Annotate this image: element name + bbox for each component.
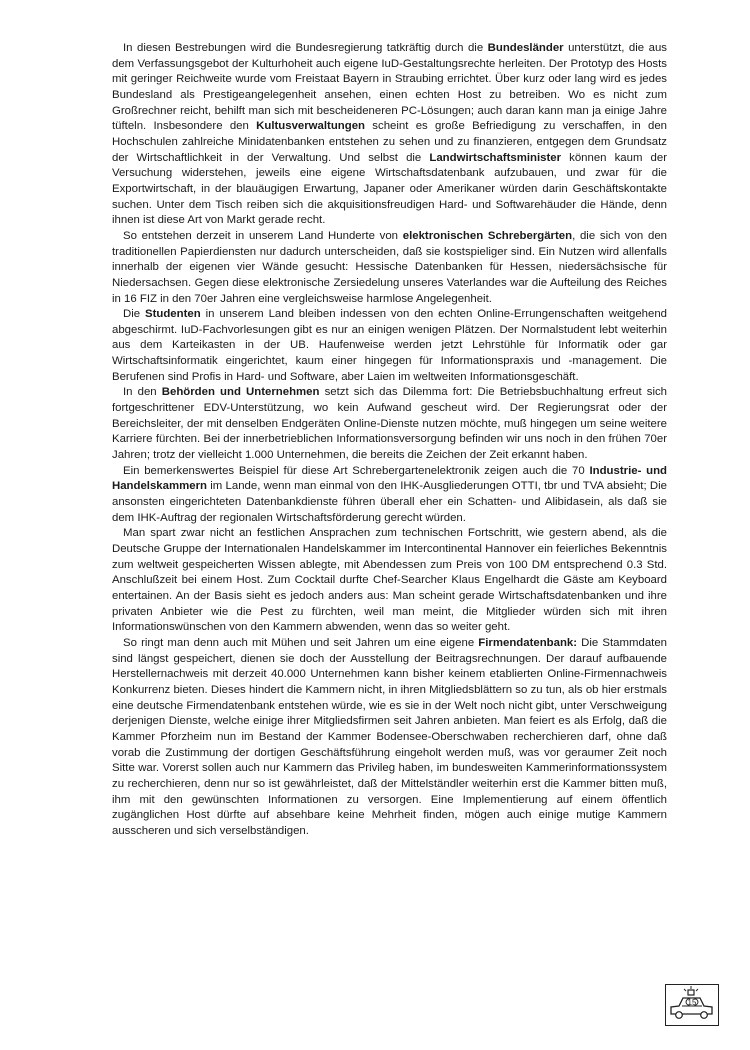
text-run: So ringt man denn auch mit Mühen und seit Jahren um eine eigene xyxy=(123,636,479,649)
police-car-logo xyxy=(665,984,719,1026)
bold-term: Kultusverwaltungen xyxy=(256,120,365,133)
text-run: Man spart zwar nicht an festlichen Ansprachen zum technischen Fortschritt, wie gestern abend, als die Deutsche Gruppe der Internationalen Handelskammer im Intercontinental Hannover ein feierliches Bekenntnis zum weltweit gespeicherten Wissen ablegte, mit Abendessen zum Preis von 100 DM entsprechend 0.3 Std. Anschlußzeit bei einem Host. Zum Cocktail durfte Chef-Searcher Klaus Engelhardt die Gäste am Keyboard entertainen. An der Basis sieht es jedoch anders aus: Man scheint gerade Wirtschaftsdatenbanken und ihre privaten Anbieter wie die Pest zu fürchten, weil man meint, die Mitglieder würden sich mit ihren Informationswünschen von den Kammern abwenden, wenn das so weiter geht. xyxy=(112,527,667,634)
bold-term: elektronischen Schrebergärten xyxy=(402,229,573,242)
article-body xyxy=(112,41,667,839)
text-run: So entstehen derzeit in unserem Land Hunderte von xyxy=(123,229,403,242)
text-run: im Lande, wenn man einmal von den IHK-Ausgliederungen OTTI, tbr und TVA absieht; Die ansonsten eingerichteten Datenbankdienste führen überall eher ein Schatten- und Alibidasein, als daß sie dem IHK-Auftrag der regionalen Wirtschaftsförderung gerecht würden. xyxy=(112,480,667,524)
bold-term: Landwirtschaftsminister xyxy=(429,151,562,164)
paragraph xyxy=(112,41,667,229)
bold-term: Studenten xyxy=(145,308,201,321)
bold-term: Industrie- und Handelskammern xyxy=(112,464,667,493)
text-run: Ein bemerkenswertes Beispiel für diese Art Schrebergartenelektronik zeigen auch die 70 xyxy=(123,464,590,477)
text-run: in unserem Land bleiben indessen von den echten Online-Errungenschaften weitgehend abgeschirmt. IuD-Fachvorlesungen gibt es nur an einigen wenigen Plätzen. Der Normalstudent lebt weiterhin aus dem Karteikasten in der UB. Haufenweise werden jetzt Lehrstühle für Informatik oder gar Wirtschaftsinformatik eingerichtet, kaum einer hingegen für Informationspraxis und -management. Die Berufenen sind Profis in Hard- und Software, aber Laien im weltweiten Informationsgeschäft. xyxy=(112,308,667,383)
text-run: , die sich von den traditionellen Papierdiensten nur dadurch unterscheiden, daß sie kostspieliger sind. Ein Nutzen wird allenfalls innerhalb der eigenen vier Wände gesucht: Hessische Datenbanken für Hessen, niedersächsische für Niedersachsen. Gegen diese elektronische Zersiedelung unseres Vaterlandes war die Aufteilung des Reiches in 16 FIZ in den 70er Jahren eine vergleichsweise harmlose Angelegenheit. xyxy=(112,229,667,305)
bold-term: Bundesländer xyxy=(487,42,564,54)
text-run: setzt sich das Dilemma fort: Die Betriebsbuchhaltung erfreut sich fortgeschrittener EDV-Unterstützung, wo kein Aufwand gescheut wird. Der Regierungsrat oder der Bereichsleiter, der mit denselben Endgeräten Online-Dienste nutzen möchte, muß hingegen um seine weitere Karriere fürchten. Bei der innerbetrieblichen Informationsversorgung befinden wir uns noch in den frühen 70er Jahren; trotz der vielleicht 1.000 Unternehmen, die bereits die Zeichen der Zeit erkannt haben. xyxy=(112,386,667,462)
bold-term: Behörden und Unternehmen xyxy=(161,386,320,399)
paragraph xyxy=(112,229,667,307)
paragraph xyxy=(112,307,667,385)
paragraph xyxy=(112,385,667,463)
logo-number: 15 xyxy=(687,997,697,1007)
text-run: In diesen Bestrebungen wird die Bundesregierung tatkräftig durch die xyxy=(123,42,488,54)
text-run: Die xyxy=(123,308,145,321)
police-car-icon xyxy=(666,985,717,1024)
text-run: unterstützt, die aus dem Verfassungsgebot der Kulturhoheit auch eigene IuD-Gestaltungsrechte herleiten. Der Prototyp des Hosts mit geringer Reichweite wurde vom Freistaat Bayern in Straubing errichtet. Über kurz oder lang wird es jedes Bundesland als Prestigeangelegenheit ansehen, einen echten Host zu betreiben. Wo es nicht zum Großrechner reicht, behilft man sich mit bescheideneren PC-Lösungen; auch daran kann man ja einige Jahre tüfteln. Insbesondere den xyxy=(112,42,667,133)
paragraph xyxy=(112,526,667,636)
paragraph xyxy=(112,636,667,840)
bold-term: Firmendatenbank: xyxy=(478,636,578,649)
text-run: scheint es große Befriedigung zu verschaffen, in den Hochschulen zahlreiche Minidatenbanken entstehen zu sehen und zu finanzieren, entgegen dem Grundsatz der Wirtschaftlichkeit in der Verwaltung. Und selbst die xyxy=(112,120,667,164)
text-run: Die Stammdaten sind längst gespeichert, dienen sie doch der Ausstellung der Beitragsrechnungen. Der darauf aufbauende Herstellernachweis mit derzeit 40.000 Unternehmen kann bisher keinem etablierten Online-Firmennachweis Konkurrenz bieten. Dieses hindert die Kammern nicht, in ihren Mitgliedsblättern so zu tun, als ob hier erstmals eine deutsche Firmendatenbank entstehen würde, wie es sie in der Welt noch nicht gibt, unter Verschweigung derjenigen Dienste, welche einige ihrer Mitgliedsfirmen seit Jahren anbieten. Man feiert es als Erfolg, daß die Kammer Pforzheim nun im Bestand der Kammer Bodensee-Oberschwaben recherchieren darf, ohne daß vorab die Zustimmung der dortigen Geschäftsführung eingeholt werden muß, was vor geraumer Zeit noch Sitte war. Vorerst sollen auch nur Kammern das Privileg haben, im bundesweiten Kammerinformationssystem zu recherchieren, denn nur so ist gewährleistet, daß der Mittelständler weiterhin erst die Kammer bitten muß, ihm mit den gewünschten Informationen zu versorgen. Eine Implementierung auf einem öffentlich zugänglichen Host dürfte auf absehbare keine Mehrheit finden, mögen auch einige mutige Kammern ausscheren und sich verselbständigen. xyxy=(112,636,667,837)
text-run: In den xyxy=(123,386,162,399)
paragraph xyxy=(112,464,667,527)
text-run: können kaum der Versuchung widerstehen, jeweils eine eigene Wirtschaftsdatenbank aufzubauen, und zwar für die Exportwirtschaft, in der blauäugigen Erwartung, Japaner oder Amerikaner würden darin Geschäftskontakte suchen. Unter dem Tisch reiben sich die akquisitionsfreudigen Hard- und Softwarehäuder die Hände, denn ihnen ist diese Art von Markt gerade recht. xyxy=(112,151,667,227)
